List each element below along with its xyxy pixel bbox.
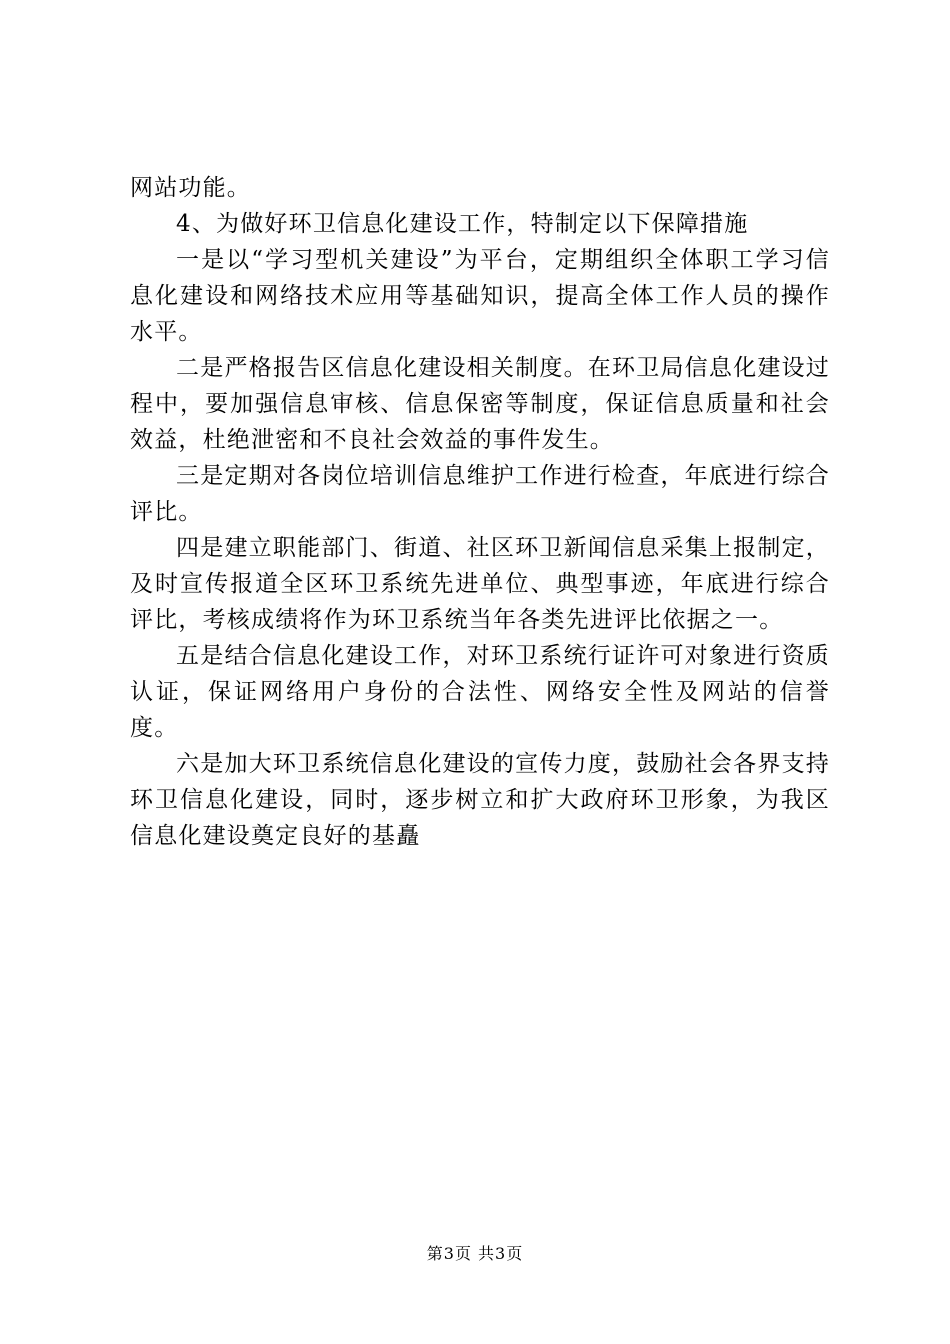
paragraph-measure-1: 一是以“学习型机关建设”为平台，定期组织全体职工学习信息化建设和网络技术应用等基础知识，提高全体工作人员的操作水平。 (130, 247, 830, 345)
paragraph-measure-3: 三是定期对各岗位培训信息维护工作进行检查，年底进行综合评比。 (130, 463, 830, 525)
document-body (130, 170, 830, 854)
page-number-footer: 第3页 共3页 (426, 1244, 524, 1263)
paragraph-measure-6: 六是加大环卫系统信息化建设的宣传力度，鼓励社会各界支持环卫信息化建设，同时，逐步树立和扩大政府环卫形象，为我区信息化建设奠定良好的基矗 (130, 751, 830, 849)
paragraph-measure-5: 五是结合信息化建设工作，对环卫系统行证许可对象进行资质认证，保证网络用户身份的合法性、网络安全性及网站的信誉度。 (130, 643, 830, 741)
paragraph-measure-4: 四是建立职能部门、街道、社区环卫新闻信息采集上报制定，及时宣传报道全区环卫系统先进单位、典型事迹，年底进行综合评比，考核成绩将作为环卫系统当年各类先进评比依据之一。 (130, 535, 830, 633)
paragraph-measure-2: 二是严格报告区信息化建设相关制度。在环卫局信息化建设过程中，要加强信息审核、信息保密等制度，保证信息质量和社会效益，杜绝泄密和不良社会效益的事件发生。 (130, 355, 830, 453)
paragraph-continuation: 网站功能。 (130, 175, 251, 201)
paragraph-section-4-heading: 4、为做好环卫信息化建设工作，特制定以下保障措施 (176, 211, 749, 237)
